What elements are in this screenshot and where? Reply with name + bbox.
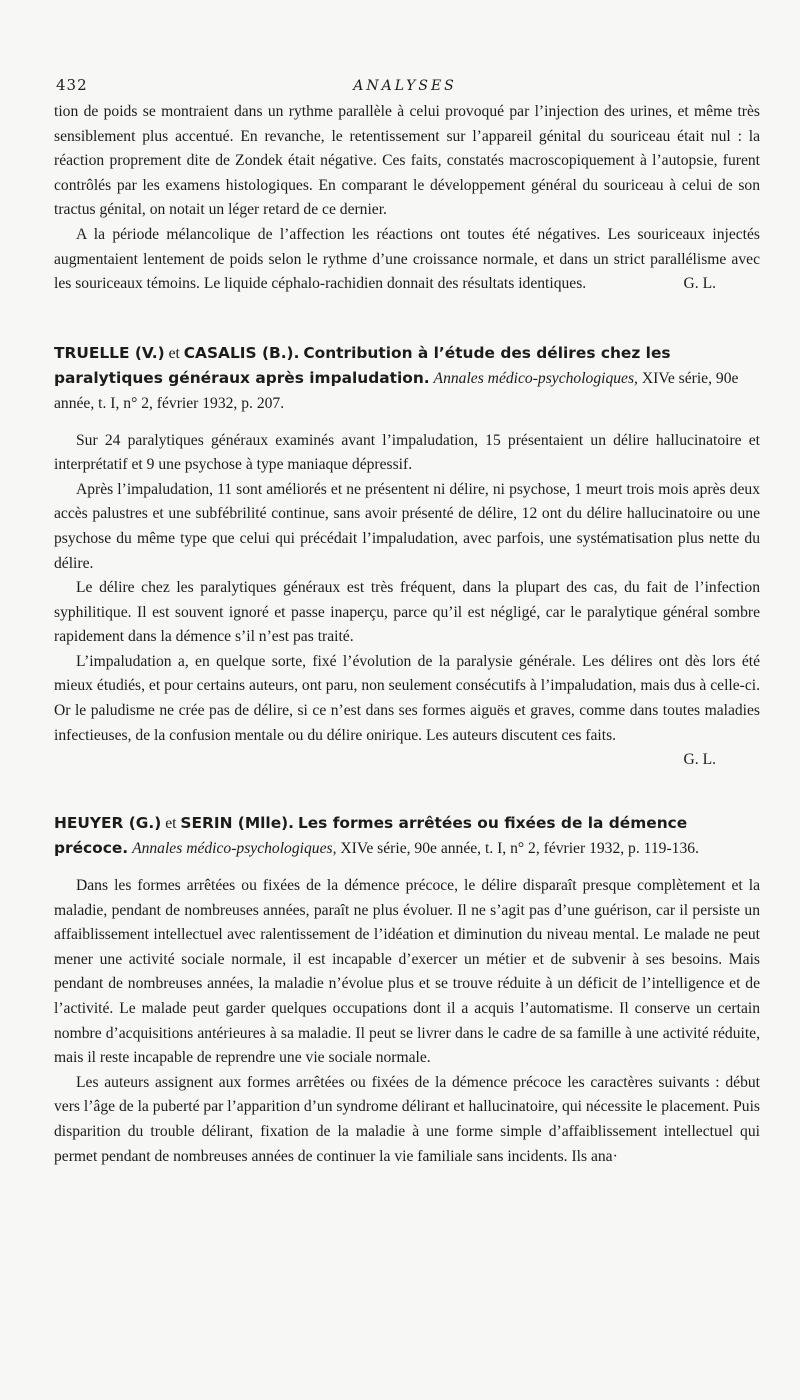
signature: G. L. (683, 275, 716, 293)
review-author: HEUYER (G.) (54, 813, 162, 832)
conjunction: et (168, 344, 180, 362)
paragraph: Le délire chez les paralytiques généraux est très fréquent, dans la plupart des cas, du fait de l’infection syphilitique. Il est souvent ignoré et passe inaperçu, parce qu’il est négligé, car le paralytique général sombre rapidement dans la démence s’il n’est pas traité. (54, 579, 760, 646)
review-heading (54, 811, 760, 862)
citation: XIVe série, 90e année, t. I, n° 2, février 1932, p. 207. (54, 370, 739, 412)
spacer (54, 862, 760, 874)
spacer (54, 417, 760, 429)
review-title: Contribution à l’étude des délires chez les paralytiques généraux après impaludation. (54, 343, 671, 388)
paragraph: tion de poids se montraient dans un rythme parallèle à celui provoqué par l’injection des urines, et même très sensiblement plus accentué. En revanche, le retentissement sur l’appareil génital du souriceau était nul : la réaction proprement dite de Zondek était négative. Ces faits, constatés macroscopiquement à l’autopsie, furent contrôlés par les examens histologiques. En comparant le développement général du souriceau à celui de son tractus génital, on notait un léger retard de ce dernier. (54, 103, 760, 219)
review-author: CASALIS (B.). (183, 343, 300, 362)
review-title: Les formes arrêtées ou fixées de la démence précoce. (54, 813, 688, 858)
review-author: TRUELLE (V.) (54, 343, 165, 362)
citation: XIVe série, 90e année, t. I, n° 2, février 1932, p. 119-136. (340, 840, 699, 858)
paragraph-text: A la période mélancolique de l’affection les réactions ont toutes été négatives. Les souriceaux injectés augmentaient lentement de poids selon le rythme d’une croissance normale, et dans un strict parallélisme avec les souriceaux témoins. Le liquide céphalo-rachidien donnait des résultats identiques. (54, 225, 760, 293)
review-heading (54, 341, 760, 417)
running-head: ANALYSES (353, 78, 457, 94)
paragraph: Les auteurs assignent aux formes arrêtées ou fixées de la démence précoce les caractères suivants : début vers l’âge de la puberté par l’apparition d’un syndrome délirant et hallucinatoire, qui nécessite le placement. Puis disparition du trouble délirant, fixation de la maladie à une forme simple d’affaiblissement intellectuel qui permet pendant de nombreuses années de continuer la vie familiale sans incidents. Ils ana· (54, 1073, 760, 1165)
journal-name: Annales médico-psychologiques, (433, 370, 638, 388)
page-body (54, 100, 760, 1169)
paragraph: L’impaludation a, en quelque sorte, fixé l’évolution de la paralysie générale. Les délires ont dès lors été mieux étudiés, et pour certains auteurs, ont paru, non seulement consécutifs à l’impaludation, mais dus à celle-ci. Or le paludisme ne crée pas de délire, si ce n’est dans ses formes aiguës et graves, comme dans toutes maladies infectieuses, de la confusion mentale ou du délire onirique. Les auteurs discutent ces faits. (54, 652, 760, 744)
paragraph: Sur 24 paralytiques généraux examinés avant l’impaludation, 15 présentaient un délire hallucinatoire et interprétatif et 9 une psychose à type maniaque dépressif. (54, 431, 760, 474)
page-header (52, 0, 758, 94)
paragraph (54, 223, 760, 297)
review-author: SERIN (Mlle). (180, 813, 295, 832)
signature: G. L. (683, 751, 716, 769)
paragraph: Dans les formes arrêtées ou fixées de la démence précoce, le délire disparaît presque complètement et la maladie, pendant de nombreuses années, paraît ne plus évoluer. Il ne s’agit pas d’une guérison, car il persiste un affaiblissement intellectuel avec ralentissement de l’idéation et diminution du niveau mental. Le malade ne peut mener une activité sociale normale, il est incapable d’exercer un métier et de subvenir à ses besoins. Mais pendant de nombreuses années, la maladie n’évolue plus et se trouve réduite à un déficit de l’intelligence et de l’activité. Le malade peut garder quelques occupations dont il a acquis l’automatisme. Il conserve un certain nombre d’acquisitions antérieures à sa maladie. Il peut se livrer dans le cadre de sa famille à une activité réduite, mais il reste incapable de reprendre une vie sociale normale. (54, 877, 760, 1067)
journal-name: Annales médico-psychologiques, (132, 840, 337, 858)
paragraph: Après l’impaludation, 11 sont améliorés et ne présentent ni délire, ni psychose, 1 meurt trois mois après deux accès palustres et une subfébrilité continue, sans avoir présenté de délire, 12 ont du délire hallucinatoire ou une psychose du même type que celui qui précédait l’impaludation, avec parfois, une systématisation plus nette du délire. (54, 480, 760, 572)
page-number: 432 (56, 76, 88, 94)
conjunction: et (165, 814, 177, 832)
